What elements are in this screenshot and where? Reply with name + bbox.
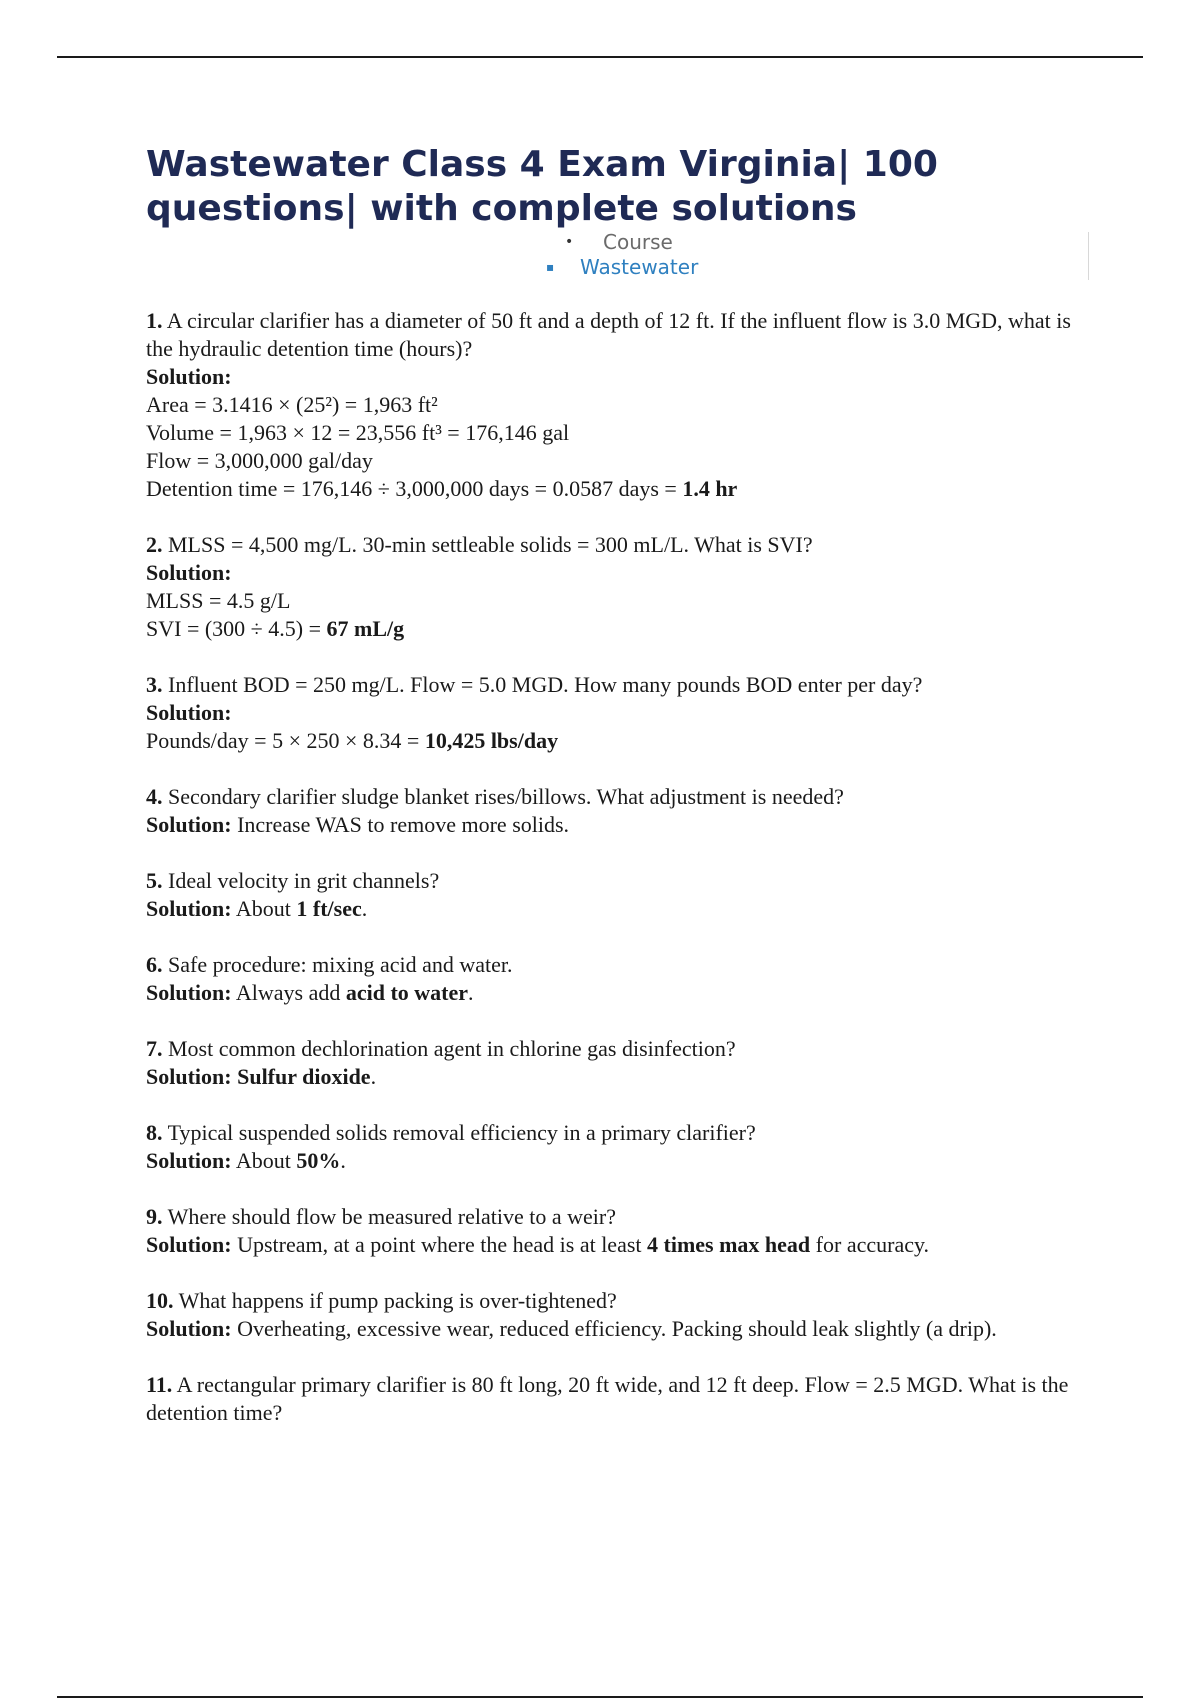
solution-text: Pounds/day = 5 × 250 × 8.34 = <box>146 728 425 753</box>
solution-line <box>146 895 1096 923</box>
question-number: 9. <box>146 1204 163 1229</box>
question-9 <box>146 1203 1096 1259</box>
solution-text: . <box>361 896 368 921</box>
solution-text: . <box>468 980 474 1005</box>
solution-line <box>146 475 1096 503</box>
solution-answer: Sulfur dioxide <box>237 1064 371 1089</box>
solution-line <box>146 811 1096 839</box>
question-number: 4. <box>146 784 163 809</box>
solution-line <box>146 727 1096 755</box>
solution-text: Overheating, excessive wear, reduced efficiency. Packing should leak slightly (a drip). <box>231 1316 997 1341</box>
solution-heading <box>146 559 1096 587</box>
question-text <box>146 671 1096 699</box>
question-text <box>146 783 1096 811</box>
question-body: A rectangular primary clarifier is 80 ft long, 20 ft wide, and 12 ft deep. Flow = 2.5 MGD. What is the detention time? <box>146 1372 1069 1425</box>
solution-heading <box>146 699 1096 727</box>
solution-label: Solution: <box>146 364 232 389</box>
question-text <box>146 307 1096 363</box>
question-number: 11. <box>146 1372 173 1397</box>
solution-line <box>146 1315 1096 1343</box>
question-number: 5. <box>146 868 163 893</box>
bottom-rule <box>57 1696 1143 1698</box>
question-number: 10. <box>146 1288 174 1313</box>
solution-answer: 4 times max head <box>647 1232 811 1257</box>
solution-text: Increase WAS to remove more solids. <box>231 812 570 837</box>
question-5 <box>146 867 1096 923</box>
question-3 <box>146 671 1096 755</box>
solution-label: Solution: <box>146 1232 232 1257</box>
question-text <box>146 1203 1096 1231</box>
question-text <box>146 1035 1096 1063</box>
question-6 <box>146 951 1096 1007</box>
solution-label: Solution: <box>146 812 232 837</box>
question-body: A circular clarifier has a diameter of 50 ft and a depth of 12 ft. If the influent flow is 3.0 MGD, what is the hydraulic detention time (hours)? <box>146 308 1071 361</box>
question-text <box>146 1119 1096 1147</box>
question-7 <box>146 1035 1096 1091</box>
question-2 <box>146 531 1096 643</box>
solution-heading <box>146 363 1096 391</box>
solution-label: Solution: <box>146 896 232 921</box>
solution-text: Always add <box>231 980 346 1005</box>
solution-label: Solution: <box>146 980 232 1005</box>
solution-answer: 1 ft/sec <box>296 896 362 921</box>
question-number: 3. <box>146 672 163 697</box>
question-list <box>146 307 1096 1455</box>
question-number: 6. <box>146 952 163 977</box>
question-body: Ideal velocity in grit channels? <box>168 868 440 893</box>
bullet-icon: • <box>565 234 574 250</box>
solution-text: Upstream, at a point where the head is at least <box>231 1232 648 1257</box>
sidebar-divider <box>1088 232 1089 280</box>
solution-text: SVI = (300 ÷ 4.5) = <box>146 616 327 641</box>
solution-text: . <box>370 1064 377 1089</box>
question-text <box>146 531 1096 559</box>
question-body: MLSS = 4,500 mg/L. 30-min settleable solids = 300 mL/L. What is SVI? <box>168 532 813 557</box>
solution-text: Detention time = 176,146 ÷ 3,000,000 days = 0.0587 days = <box>146 476 683 501</box>
solution-answer: 50% <box>296 1148 341 1173</box>
top-rule <box>57 56 1143 58</box>
solution-line <box>146 1147 1096 1175</box>
wastewater-link[interactable]: Wastewater <box>580 255 699 279</box>
solution-line <box>146 1231 1096 1259</box>
question-text <box>146 951 1096 979</box>
solution-line: Volume = 1,963 × 12 = 23,556 ft³ = 176,146 gal <box>146 420 570 445</box>
question-4 <box>146 783 1096 839</box>
question-11 <box>146 1371 1096 1427</box>
question-body: Where should flow be measured relative to a weir? <box>167 1204 616 1229</box>
question-text <box>146 1287 1096 1315</box>
solution-line: Area = 3.1416 × (25²) = 1,963 ft² <box>146 392 438 417</box>
solution-line <box>146 979 1096 1007</box>
solution-text: About <box>231 896 297 921</box>
question-body: Most common dechlorination agent in chlorine gas disinfection? <box>168 1036 736 1061</box>
question-body: Typical suspended solids removal efficiency in a primary clarifier? <box>167 1120 756 1145</box>
question-1 <box>146 307 1096 503</box>
solution-line <box>146 1063 1096 1091</box>
question-body: Secondary clarifier sludge blanket rises/billows. What adjustment is needed? <box>168 784 844 809</box>
question-body: What happens if pump packing is over-tightened? <box>178 1288 617 1313</box>
solution-answer: 67 mL/g <box>326 616 405 641</box>
solution-line: Flow = 3,000,000 gal/day <box>146 448 373 473</box>
document-title: Wastewater Class 4 Exam Virginia| 100 questions| with complete solutions <box>146 144 938 229</box>
course-label: Course <box>603 230 673 254</box>
question-10 <box>146 1287 1096 1343</box>
solution-text: for accuracy. <box>810 1232 930 1257</box>
question-number: 2. <box>146 532 163 557</box>
solution-answer: 1.4 hr <box>682 476 738 501</box>
solution-label: Solution: <box>146 700 232 725</box>
question-number: 8. <box>146 1120 163 1145</box>
solution-line <box>146 615 1096 643</box>
question-8 <box>146 1119 1096 1175</box>
square-bullet-icon: ▪ <box>546 260 555 274</box>
solution-answer: 10,425 lbs/day <box>424 728 559 753</box>
question-body: Safe procedure: mixing acid and water. <box>168 952 513 977</box>
question-text <box>146 1371 1096 1427</box>
solution-line: MLSS = 4.5 g/L <box>146 588 291 613</box>
question-number: 7. <box>146 1036 163 1061</box>
solution-label: Solution: <box>146 1064 232 1089</box>
solution-label: Solution: <box>146 560 232 585</box>
solution-label: Solution: <box>146 1316 232 1341</box>
question-text <box>146 867 1096 895</box>
solution-text: About <box>231 1148 297 1173</box>
question-number: 1. <box>146 308 163 333</box>
solution-label: Solution: <box>146 1148 232 1173</box>
solution-text: . <box>340 1148 346 1173</box>
solution-answer: acid to water <box>345 980 469 1005</box>
question-body: Influent BOD = 250 mg/L. Flow = 5.0 MGD. How many pounds BOD enter per day? <box>168 672 923 697</box>
